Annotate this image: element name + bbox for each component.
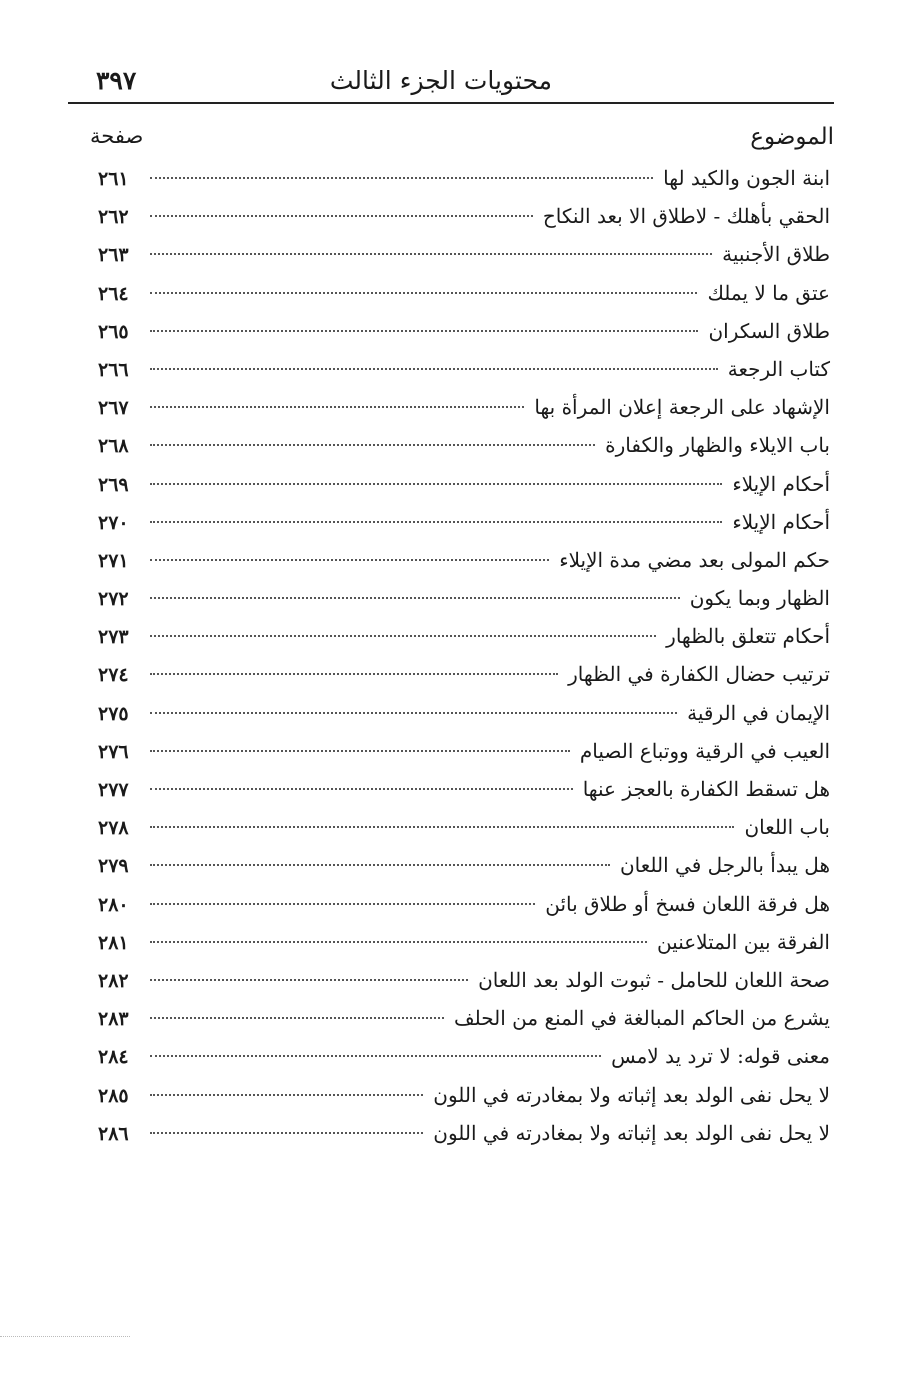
toc-entry-page: ٢٧٢ — [98, 588, 129, 611]
toc-entry-title: طلاق السكران — [708, 318, 830, 343]
toc-entry-title: الإشهاد على الرجعة إعلان المرأة بها — [534, 395, 830, 420]
toc-entry-page: ٢٨٥ — [98, 1084, 129, 1107]
toc-entry-page: ٢٧٣ — [98, 626, 129, 649]
dot-leader — [150, 292, 697, 294]
toc-entry — [98, 968, 830, 1006]
toc-entry-title: الفرقة بين المتلاعنين — [656, 929, 830, 954]
toc-entry-title: العيب في الرقية ووتباع الصيام — [579, 738, 830, 763]
toc-entry-title: الظهار وبما يكون — [689, 586, 830, 611]
toc-entry-title: صحة اللعان للحامل - ثبوت الولد بعد اللعان — [478, 967, 830, 992]
toc-entry-page: ٢٧١ — [98, 549, 129, 572]
toc-entry-title: هل يبدأ بالرجل في اللعان — [619, 853, 830, 878]
header-rule — [68, 102, 834, 104]
toc-entry — [98, 892, 830, 930]
dot-leader — [150, 597, 680, 599]
toc-entry — [98, 433, 830, 471]
toc-entry-page: ٢٧٨ — [98, 817, 129, 840]
toc-entry-page: ٢٦٤ — [98, 282, 129, 305]
running-title: محتويات الجزء الثالث — [329, 66, 552, 95]
toc-entry — [98, 395, 830, 433]
toc-entry — [98, 510, 830, 548]
toc-entry-title: حكم المولى بعد مضي مدة الإيلاء — [559, 547, 830, 572]
dot-leader — [150, 826, 734, 828]
toc-entry-page: ٢٦٥ — [98, 320, 129, 343]
dot-leader — [150, 788, 573, 790]
page-number: ٣٩٧ — [96, 66, 137, 95]
toc-entry-page: ٢٨٠ — [98, 893, 129, 916]
dot-leader — [150, 712, 677, 714]
dot-leader — [150, 941, 647, 943]
topic-column-header: الموضوع — [750, 124, 834, 150]
toc-entry — [98, 472, 830, 510]
running-header — [68, 58, 834, 102]
dot-leader — [150, 177, 653, 179]
toc-entry-title: لا يحل نفى الولد بعد إثباته ولا بمغادرته في اللون — [433, 1120, 830, 1145]
toc-entry-title: معنى قوله: لا ترد يد لامس — [611, 1044, 830, 1069]
toc-entry-page: ٢٨٣ — [98, 1008, 129, 1031]
toc-entry — [98, 701, 830, 739]
toc-entry-page: ٢٨٤ — [98, 1046, 129, 1069]
toc-entry-title: الحقي بأهلك - لاطلاق الا بعد النكاح — [542, 204, 830, 229]
dot-leader — [150, 903, 535, 905]
toc-entry-page: ٢٦٩ — [98, 473, 129, 496]
toc-entry-page: ٢٨١ — [98, 931, 129, 954]
toc-entry-page: ٢٦٣ — [98, 244, 129, 267]
toc-entry — [98, 853, 830, 891]
toc-entry-page: ٢٦٨ — [98, 435, 129, 458]
toc-entry — [98, 777, 830, 815]
dot-leader — [150, 444, 595, 446]
toc-entry-title: كتاب الرجعة — [727, 356, 830, 381]
toc-entry-page: ٢٧٧ — [98, 779, 129, 801]
dot-leader — [150, 368, 718, 370]
toc-entry-title: باب اللعان — [744, 815, 830, 840]
toc-entry — [98, 815, 830, 853]
toc-entry — [98, 204, 830, 242]
toc-entry-page: ٢٦١ — [98, 168, 129, 190]
page-edge-mark — [0, 1336, 130, 1337]
toc-entry — [98, 548, 830, 586]
toc-entry-title: أحكام الإيلاء — [732, 509, 830, 534]
toc-entry-page: ٢٨٢ — [98, 969, 129, 992]
toc-entry — [98, 662, 830, 700]
toc-entry — [98, 1083, 830, 1121]
toc-entry — [98, 1121, 830, 1159]
toc-entry-title: لا يحل نفى الولد بعد إثباته ولا بمغادرته في اللون — [433, 1082, 830, 1107]
toc-entry-title: يشرع من الحاكم المبالغة في المنع من الحلف — [453, 1006, 830, 1031]
toc-entry-page: ٢٧٤ — [98, 664, 129, 687]
toc-entry-page: ٢٦٢ — [98, 206, 129, 229]
toc-entry-title: ترتيب حضال الكفارة في الظهار — [568, 662, 830, 687]
toc-entry-title: باب الايلاء والظهار والكفارة — [605, 433, 830, 458]
toc-entry — [98, 586, 830, 624]
dot-leader — [150, 750, 570, 752]
toc-entry-page: ٢٦٦ — [98, 358, 129, 381]
table-of-contents — [98, 166, 830, 1159]
dot-leader — [150, 253, 712, 255]
toc-entry-title: أحكام تتعلق بالظهار — [666, 624, 830, 649]
dot-leader — [150, 864, 610, 866]
toc-entry — [98, 624, 830, 662]
dot-leader — [150, 559, 549, 561]
dot-leader — [150, 215, 533, 217]
toc-entry-title: الإيمان في الرقية — [687, 700, 830, 725]
page-column-header: صفحة — [90, 124, 144, 148]
dot-leader — [150, 635, 656, 637]
toc-entry-page: ٢٧٦ — [98, 740, 129, 763]
dot-leader — [150, 406, 524, 408]
toc-entry — [98, 166, 830, 204]
dot-leader — [150, 330, 698, 332]
toc-entry-title: طلاق الأجنبية — [722, 242, 830, 267]
toc-entry-title: ابنة الجون والكيد لها — [663, 166, 830, 190]
toc-entry — [98, 319, 830, 357]
toc-entry-page: ٢٨٦ — [98, 1122, 129, 1145]
toc-entry-page: ٢٧٠ — [98, 511, 129, 534]
toc-entry — [98, 1044, 830, 1082]
toc-entry — [98, 242, 830, 280]
toc-entry-title: عتق ما لا يملك — [707, 280, 830, 305]
dot-leader — [150, 1094, 423, 1096]
column-headers — [90, 124, 834, 160]
dot-leader — [150, 483, 722, 485]
dot-leader — [150, 1055, 601, 1057]
toc-entry — [98, 281, 830, 319]
toc-entry-title: هل تسقط الكفارة بالعجز عنها — [582, 777, 830, 801]
toc-entry — [98, 357, 830, 395]
toc-entry — [98, 1006, 830, 1044]
toc-entry-page: ٢٧٩ — [98, 855, 129, 878]
dot-leader — [150, 673, 558, 675]
toc-entry — [98, 739, 830, 777]
toc-entry-page: ٢٧٥ — [98, 702, 129, 725]
dot-leader — [150, 1132, 423, 1134]
toc-entry-page: ٢٦٧ — [98, 397, 129, 420]
dot-leader — [150, 979, 468, 981]
dot-leader — [150, 521, 722, 523]
toc-entry-title: أحكام الإيلاء — [732, 471, 830, 496]
dot-leader — [150, 1017, 444, 1019]
toc-entry — [98, 930, 830, 968]
toc-entry-title: هل فرقة اللعان فسخ أو طلاق بائن — [545, 891, 830, 916]
